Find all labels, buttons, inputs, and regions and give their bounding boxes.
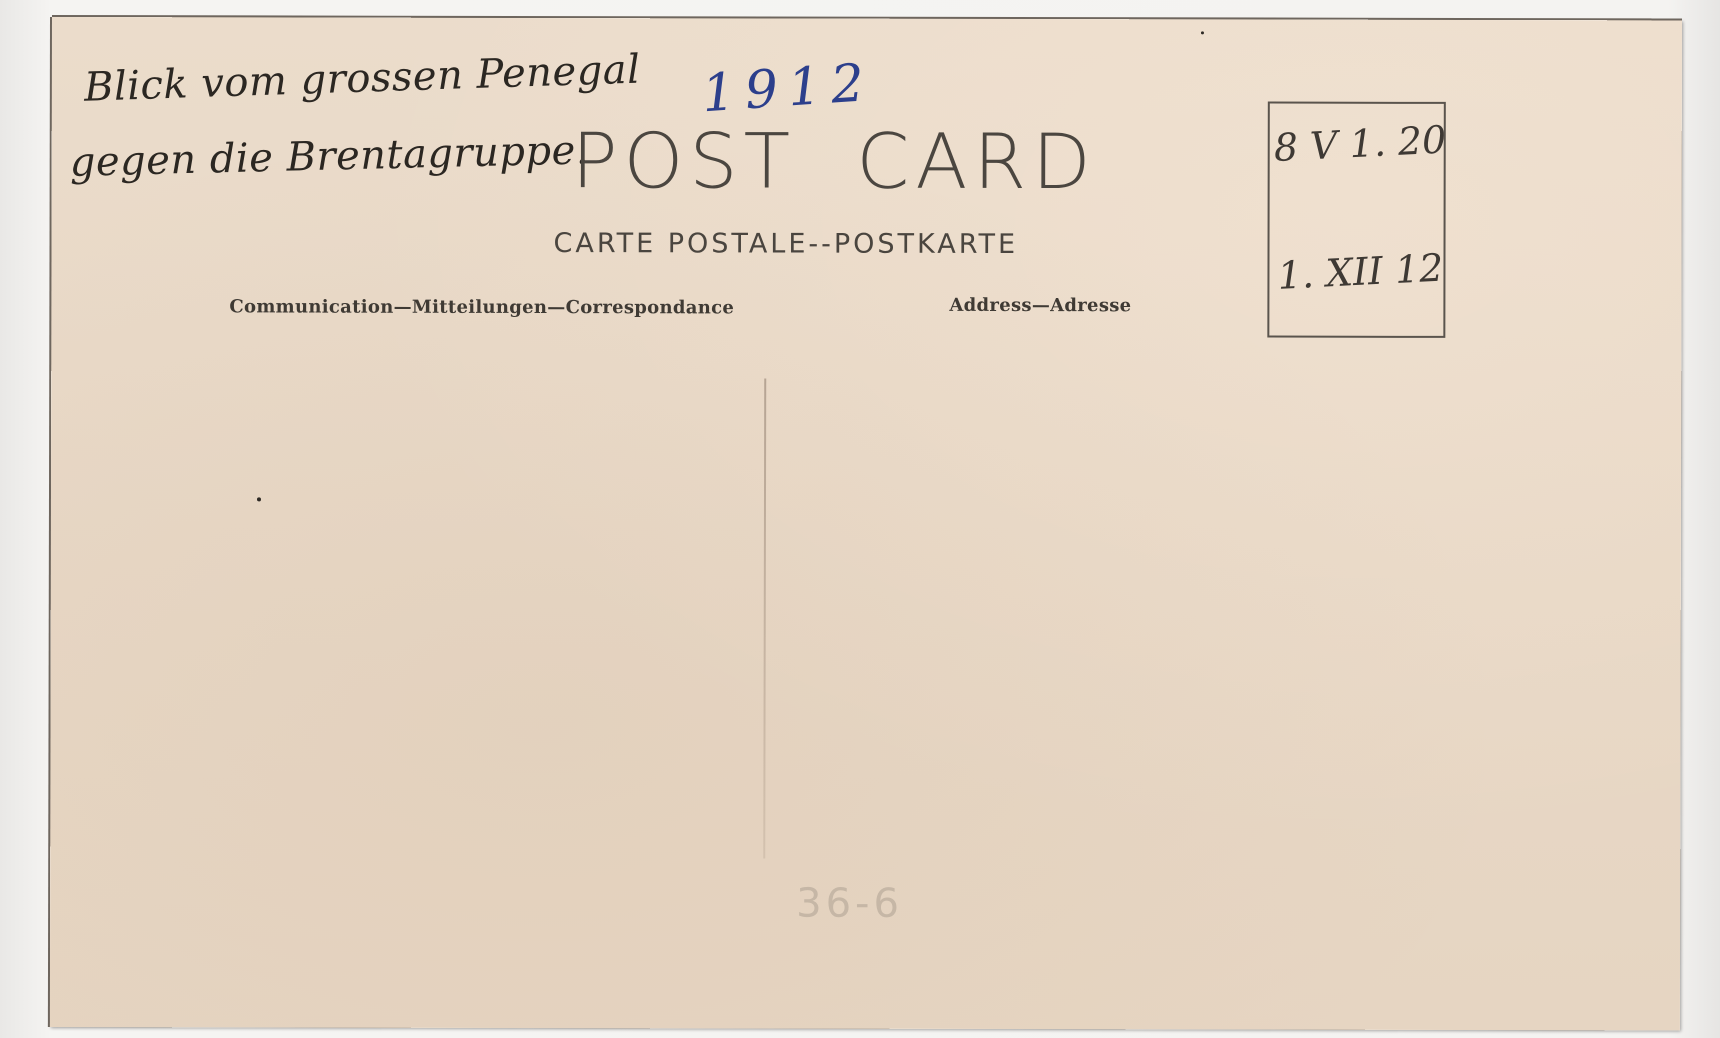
- address-label: Address—Adresse: [949, 294, 1132, 317]
- year-annotation: 1912: [700, 52, 877, 125]
- communication-label: Communication—Mitteilungen—Correspondance: [229, 296, 735, 319]
- ink-speck: [257, 497, 261, 501]
- post-card-subtitle: CARTE POSTALE--POSTKARTE: [553, 228, 1019, 261]
- post-card-title: POST CARD: [571, 116, 1097, 207]
- handwritten-note-line2: gegen die Brentagruppe.: [69, 127, 590, 186]
- pencil-note: 36-6: [796, 880, 903, 927]
- postcard: [50, 17, 1682, 1030]
- stamp-note-line2: 1. XII 12: [1276, 245, 1445, 298]
- handwritten-note-line1: Blick vom grossen Penegal: [83, 46, 642, 111]
- center-divider: [763, 378, 766, 858]
- stamp-note-line1: 8 V 1. 20: [1272, 117, 1448, 171]
- stamp-box: [1267, 102, 1448, 338]
- ink-speck: [1201, 31, 1204, 34]
